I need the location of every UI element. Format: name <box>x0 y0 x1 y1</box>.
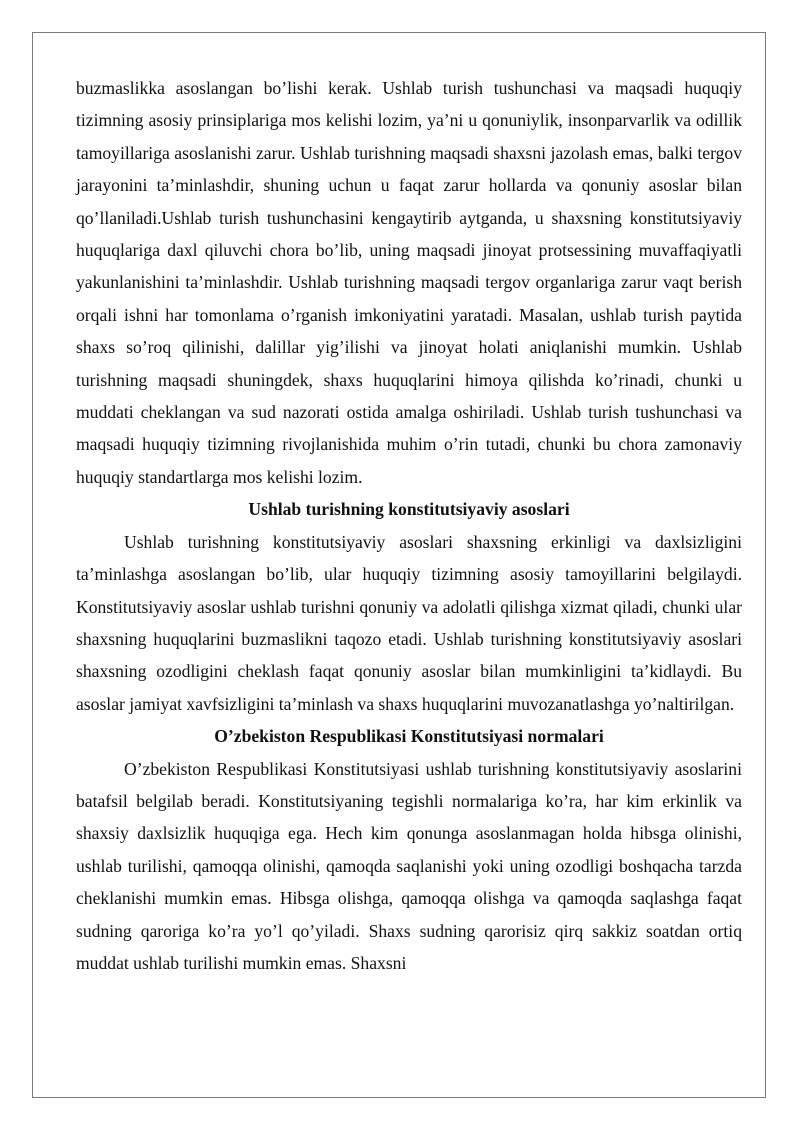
body-paragraph: Ushlab turishning konstitutsiyaviy asoslari shaxsning erkinligi va daxlsizligini ta’minlashga asoslangan bo’lib, ular huquqiy tizimning asosiy tamoyillarini belgilaydi. Konstitutsiyaviy asoslar ushlab turishni qonuniy va adolatli qilishga xizmat qiladi, chunki ular shaxsning huquqlarini buzmaslikni taqozo etadi. Ushlab turishning konstitutsiyaviy asoslari shaxsning ozodligini cheklash faqat qonuniy asoslar bilan mumkinligini ta’kidlaydi. Bu asoslar jamiyat xavfsizligini ta’minlash va shaxs huquqlarini muvozanatlashga yo’naltirilgan. <box>76 531 742 714</box>
section-heading: O’zbekiston Respublikasi Konstitutsiyasi normalari <box>214 726 604 747</box>
body-paragraph: O’zbekiston Respublikasi Konstitutsiyasi ushlab turishning konstitutsiyaviy asoslarini batafsil belgilab beradi. Konstitutsiyaning tegishli normalariga ko’ra, har kim erkinlik va shaxsiy daxlsizlik huquqiga ega. Hech kim qonunga asoslanmagan holda hibsga olinishi, ushlab turilishi, qamoqqa olinishi, qamoqda saqlanishi yoki uning ozodligi boshqacha tarzda cheklanishi mumkin emas. Hibsga olishga, qamoqqa olishga va qamoqda saqlashga faqat sudning qaroriga ko’ra yo’l qo’yiladi. Shaxs sudning qarorisiz qirq sakkiz soatdan ortiq muddat ushlab turilishi mumkin emas. Shaxsni <box>76 758 742 973</box>
body-paragraph: buzmaslikka asoslangan bo’lishi kerak. Ushlab turish tushunchasi va maqsadi huquqiy tizimning asosiy prinsiplariga mos kelishi lozim, ya’ni u qonuniylik, insonparvarlik va odillik tamoyillariga asoslanishi zarur. Ushlab turishning maqsadi shaxsni jazolash emas, balki tergov jarayonini ta’minlashdir, shuning uchun u faqat zarur hollarda va qonuniy asoslar bilan qo’llaniladi.Ushlab turish tushunchasini kengaytirib aytganda, u shaxsning konstitutsiyaviy huquqlariga daxl qiluvchi chora bo’lib, uning maqsadi jinoyat protsessining muvaffaqiyatli yakunlanishini ta’minlashdir. Ushlab turishning maqsadi tergov organlariga zarur vaqt berish orqali ishni har tomonlama o’rganish imkoniyatini yaratadi. Masalan, ushlab turish paytida shaxs so’roq qilinishi, dalillar yig’ilishi va jinoyat holati aniqlanishi mumkin. Ushlab turishning maqsadi shuningdek, shaxs huquqlarini himoya qilishda ko’rinadi, chunki u muddati cheklangan va sud nazorati ostida amalga oshiriladi. Ushlab turish tushunchasi va maqsadi huquqiy tizimning rivojlanishida muhim o’rin tutadi, chunki bu chora zamonaviy huquqiy standartlarga mos kelishi lozim. <box>76 78 742 487</box>
section-heading: Ushlab turishning konstitutsiyaviy asoslari <box>248 499 570 520</box>
document-body <box>76 72 742 979</box>
